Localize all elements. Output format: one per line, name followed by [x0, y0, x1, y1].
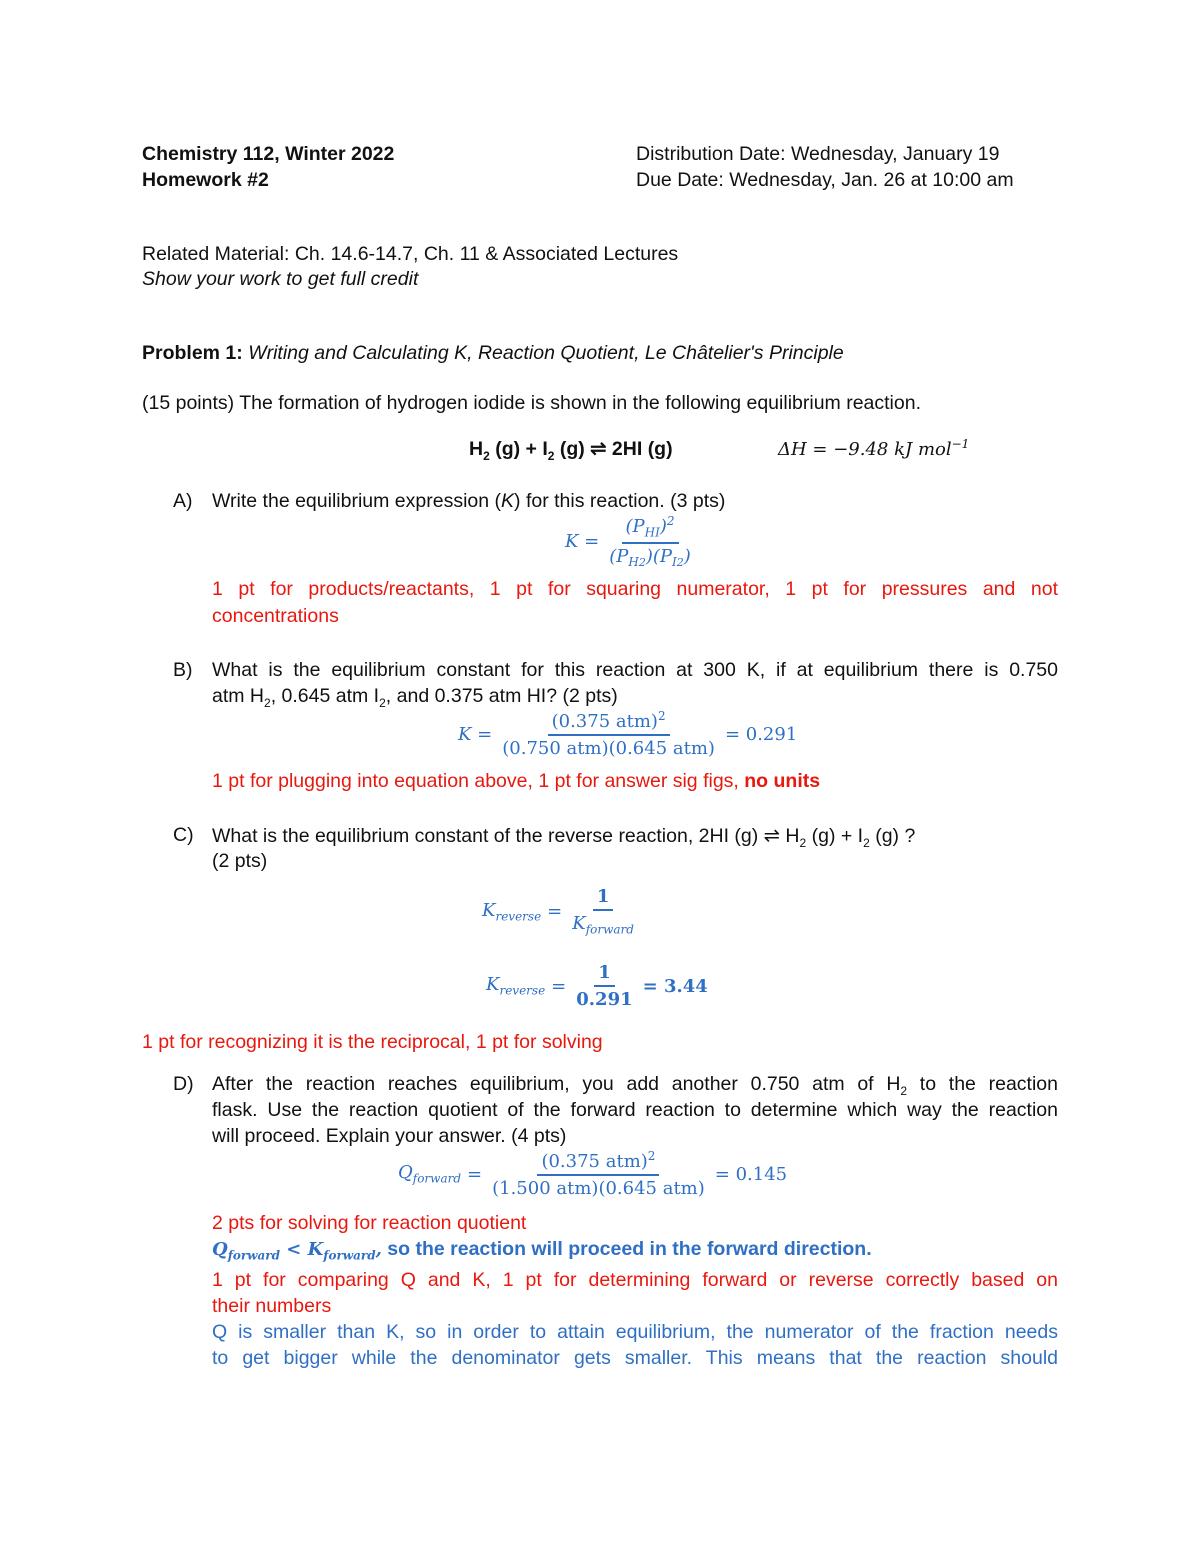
part-b-question-2: atm $H_2$, 0.645 atm $I_2$, and 0.375 atm HI? (2 pts)	[212, 685, 618, 710]
part-c-result: = 3.44	[642, 975, 708, 997]
problem-intro: (15 points) The formation of hydrogen iodide is shown in the following equilibrium reaction.	[142, 392, 921, 414]
part-c-question-1: What is the equilibrium constant of the reverse reaction, 2HI (g) ⇌ $H_2$ $(g) + I_2$ (g) ?	[212, 825, 916, 850]
part-c-question-2: (2 pts)	[212, 850, 268, 872]
due-date: Due Date: Wednesday, Jan. 26 at 10:00 am	[636, 169, 1014, 191]
part-d-conclusion: $Q_{forward} < K_{forward}$, so the reaction will proceed in the forward direction.	[212, 1238, 872, 1263]
part-c-equation-1: $K_{reverse}$ = $\frac{1}{K_{forward}}$	[482, 886, 634, 937]
course-title: Chemistry 112, Winter 2022	[142, 143, 395, 165]
part-d-equation: $Q_{forward}$ = $\frac{(0.375 atm)^2}{\text{(1.500 atm)(0.645 atm)}}$ = 0.145	[398, 1149, 788, 1199]
part-a-question: Write the equilibrium expression (K) for this reaction. (3 pts)	[212, 490, 726, 512]
problem-topic: Writing and Calculating K, Reaction Quotient, Le Châtelier's Principle	[248, 342, 844, 364]
distribution-date: Distribution Date: Wednesday, January 19	[636, 143, 1000, 165]
related-material: Related Material: Ch. 14.6-14.7, Ch. 11 & Associated Lectures	[142, 243, 679, 265]
part-c-label: C)	[173, 824, 194, 846]
enthalpy-change: ΔH = −9.48 kJ mol$^{-1}$	[778, 437, 970, 460]
part-a-grading-1: 1 pt for products/reactants, 1 pt for squaring numerator, 1 pt for pressures and not	[212, 578, 1058, 600]
reaction-equation: $H_2$ $(g) + I_2$ (g) ⇌ 2HI (g)	[469, 438, 673, 463]
part-d-explanation-2: to get bigger while the denominator gets smaller. This means that the reaction should	[212, 1347, 1058, 1369]
part-d-grading-2: 1 pt for comparing Q and K, 1 pt for determining forward or reverse correctly based on	[212, 1269, 1058, 1291]
part-a-equation: K = $\frac{(P_{HI})^2}{(P_{H2})(P_{I2})}$	[565, 514, 691, 570]
part-b-result: = 0.291	[724, 723, 798, 745]
part-b-equation: K = $\frac{(0.375 atm)^2}{\text{(0.750 atm)(0.645 atm)}}$ = 0.291	[458, 709, 798, 759]
problem-heading	[142, 342, 844, 365]
part-c-grading: 1 pt for recognizing it is the reciprocal, 1 pt for solving	[142, 1031, 603, 1053]
part-b-grading: 1 pt for plugging into equation above, 1 pt for answer sig figs, no units	[212, 770, 821, 792]
part-b-label: B)	[173, 659, 193, 681]
part-c-equation-2: $K_{reverse}$ = $\frac{1}{0.291}$ = 3.44	[486, 962, 708, 1010]
homework-title: Homework #2	[142, 169, 269, 191]
part-a-grading-2: concentrations	[212, 605, 339, 627]
part-d-question-3: will proceed. Explain your answer. (4 pts)	[212, 1125, 567, 1147]
part-a-label: A)	[173, 490, 193, 512]
part-d-grading-1: 2 pts for solving for reaction quotient	[212, 1212, 527, 1234]
show-work-note: Show your work to get full credit	[142, 268, 419, 290]
part-d-result: = 0.145	[714, 1163, 788, 1185]
part-d-explanation-1: Q is smaller than K, so in order to attain equilibrium, the numerator of the fraction needs	[212, 1321, 1058, 1343]
part-d-question-1: After the reaction reaches equilibrium, you add another 0.750 atm of $H_2$ to the reaction	[212, 1073, 1058, 1098]
problem-label: Problem 1:	[142, 342, 243, 364]
part-b-question-1: What is the equilibrium constant for this reaction at 300 K, if at equilibrium there is 0.750	[212, 659, 1058, 681]
part-d-grading-3: their numbers	[212, 1295, 332, 1317]
part-d-label: D)	[173, 1073, 194, 1095]
part-d-question-2: flask. Use the reaction quotient of the forward reaction to determine which way the reaction	[212, 1099, 1058, 1121]
